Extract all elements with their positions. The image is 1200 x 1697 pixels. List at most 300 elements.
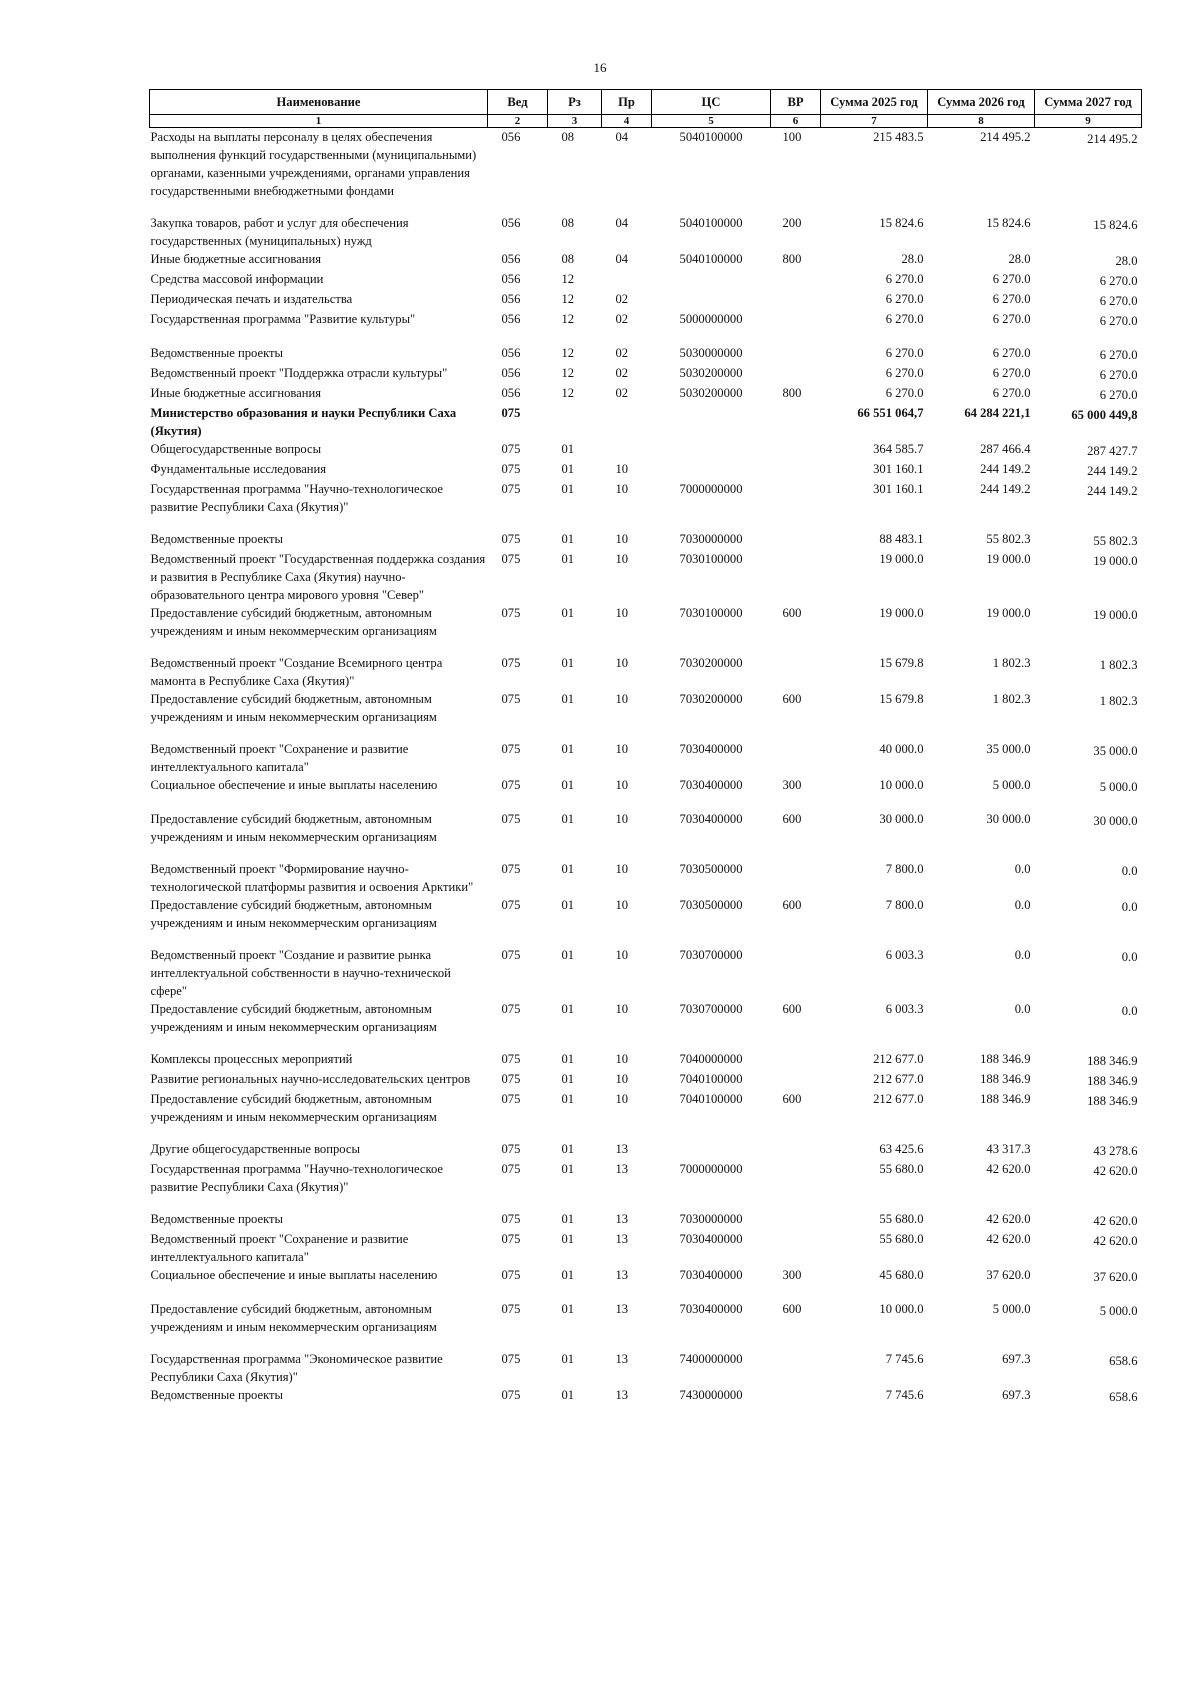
row-pr: 10	[615, 1002, 629, 1016]
row-sum-2027: 0.0	[1121, 1004, 1138, 1018]
row-sum-2025: 15 679.8	[879, 656, 924, 670]
row-sum-2027: 55 802.3	[1093, 534, 1138, 548]
row-ved: 075	[501, 1232, 521, 1246]
row-ved: 075	[501, 862, 521, 876]
column-header: Сумма 2027 год	[1035, 90, 1142, 115]
row-sum-2026: 6 270.0	[992, 366, 1031, 380]
row-ved: 075	[501, 692, 521, 706]
row-sum-2027: 188 346.9	[1087, 1054, 1138, 1068]
row-cs: 7030200000	[679, 656, 743, 670]
table-row	[150, 740, 1142, 776]
row-cs	[652, 290, 771, 310]
row-sum-2027: 287 427.7	[1087, 444, 1138, 458]
row-vr	[771, 654, 821, 690]
row-spacer	[150, 1336, 1142, 1350]
row-pr: 04	[615, 216, 629, 230]
row-ved: 075	[501, 462, 521, 476]
row-pr: 13	[615, 1212, 629, 1226]
row-rz: 01	[561, 1142, 575, 1156]
row-vr	[771, 1350, 821, 1386]
row-rz: 01	[561, 1352, 575, 1366]
row-name: Предоставление субсидий бюджетным, автономным учреждениям и иным некоммерческим организациям	[150, 692, 437, 724]
row-pr: 10	[615, 482, 629, 496]
row-name: Ведомственный проект "Поддержка отрасли культуры"	[150, 366, 448, 380]
row-vr: 600	[782, 692, 802, 706]
column-header: Вед	[488, 90, 548, 115]
row-rz: 01	[561, 606, 575, 620]
row-sum-2026: 188 346.9	[980, 1052, 1031, 1066]
row-rz: 12	[561, 346, 575, 360]
row-ved: 075	[501, 532, 521, 546]
row-sum-2027: 42 620.0	[1093, 1164, 1138, 1178]
row-sum-2027: 19 000.0	[1093, 608, 1138, 622]
row-spacer	[150, 1196, 1142, 1210]
row-rz: 01	[561, 692, 575, 706]
row-name: Расходы на выплаты персоналу в целях обеспечения выполнения функций государственными (муниципальными) органами, казенными учреждениями, органами управления государственными внебюджетными фондами	[150, 130, 477, 198]
row-vr	[771, 1070, 821, 1090]
row-spacer-cell	[150, 330, 1142, 344]
row-cs	[652, 440, 771, 460]
row-sum-2026: 244 149.2	[980, 482, 1031, 496]
row-sum-2026: 1 802.3	[992, 656, 1031, 670]
row-vr	[771, 344, 821, 364]
row-vr	[771, 1160, 821, 1196]
row-name: Государственная программа "Экономическое развитие Республики Саха (Якутия)"	[150, 1352, 443, 1384]
row-sum-2027: 19 000.0	[1093, 554, 1138, 568]
row-ved: 075	[501, 656, 521, 670]
row-sum-2026: 6 270.0	[992, 312, 1031, 326]
row-rz: 12	[561, 272, 575, 286]
row-sum-2026: 244 149.2	[980, 462, 1031, 476]
row-sum-2025: 10 000.0	[879, 1302, 924, 1316]
row-ved: 056	[501, 366, 521, 380]
row-pr: 02	[615, 366, 629, 380]
row-spacer-cell	[150, 932, 1142, 946]
row-ved: 075	[501, 948, 521, 962]
row-cs: 5030000000	[679, 346, 743, 360]
row-vr: 600	[782, 606, 802, 620]
row-sum-2027: 5 000.0	[1099, 780, 1138, 794]
row-sum-2025: 301 160.1	[873, 462, 924, 476]
row-pr: 10	[615, 552, 629, 566]
row-sum-2026: 15 824.6	[986, 216, 1031, 230]
row-sum-2026: 64 284 221,1	[964, 406, 1031, 420]
row-pr: 13	[615, 1162, 629, 1176]
row-sum-2025: 15 824.6	[879, 216, 924, 230]
row-name: Предоставление субсидий бюджетным, автономным учреждениям и иным некоммерческим организациям	[150, 1302, 437, 1334]
row-pr: 04	[615, 130, 629, 144]
row-ved: 075	[501, 1212, 521, 1226]
table-row	[150, 128, 1142, 201]
row-pr: 10	[615, 1092, 629, 1106]
row-spacer-cell	[150, 200, 1142, 214]
row-sum-2026: 214 495.2	[980, 130, 1031, 144]
row-cs: 7030500000	[679, 898, 743, 912]
row-vr: 800	[782, 386, 802, 400]
row-pr: 02	[615, 292, 629, 306]
row-ved: 056	[501, 292, 521, 306]
row-vr	[771, 740, 821, 776]
row-sum-2026: 43 317.3	[986, 1142, 1031, 1156]
row-pr: 10	[615, 462, 629, 476]
table-row	[150, 896, 1142, 932]
row-sum-2026: 42 620.0	[986, 1212, 1031, 1226]
row-name: Ведомственные проекты	[150, 1388, 283, 1402]
row-vr	[771, 860, 821, 896]
row-spacer	[150, 796, 1142, 810]
row-sum-2026: 5 000.0	[992, 1302, 1031, 1316]
row-rz: 12	[561, 312, 575, 326]
row-sum-2026: 188 346.9	[980, 1072, 1031, 1086]
row-cs: 7000000000	[679, 482, 743, 496]
row-name: Комплексы процессных мероприятий	[150, 1052, 353, 1066]
row-sum-2027: 6 270.0	[1099, 314, 1138, 328]
table-row	[150, 690, 1142, 726]
table-row	[150, 1210, 1142, 1230]
row-ved: 075	[501, 1268, 521, 1282]
row-sum-2025: 63 425.6	[879, 1142, 924, 1156]
row-cs: 7030500000	[679, 862, 743, 876]
table-row	[150, 290, 1142, 310]
row-pr	[602, 440, 652, 460]
row-pr: 04	[615, 252, 629, 266]
row-ved: 075	[501, 406, 521, 420]
row-sum-2027: 43 278.6	[1093, 1144, 1138, 1158]
row-sum-2025: 364 585.7	[873, 442, 924, 456]
row-pr: 10	[615, 656, 629, 670]
row-vr: 800	[782, 252, 802, 266]
row-vr	[771, 1386, 821, 1406]
row-spacer	[150, 1126, 1142, 1140]
row-name: Ведомственный проект "Создание Всемирного центра мамонта в Республике Саха (Якутия)"	[150, 656, 443, 688]
row-sum-2026: 35 000.0	[986, 742, 1031, 756]
row-name: Государственная программа "Научно-технологическое развитие Республики Саха (Якутия)"	[150, 482, 444, 514]
row-name: Предоставление субсидий бюджетным, автономным учреждениям и иным некоммерческим организациям	[150, 1002, 437, 1034]
row-vr	[771, 1140, 821, 1160]
row-name: Иные бюджетные ассигнования	[150, 386, 322, 400]
row-pr: 10	[615, 778, 629, 792]
row-ved: 075	[501, 1388, 521, 1402]
row-sum-2025: 301 160.1	[873, 482, 924, 496]
row-pr: 13	[615, 1268, 629, 1282]
row-pr: 13	[615, 1352, 629, 1366]
row-ved: 075	[501, 1162, 521, 1176]
row-ved: 075	[501, 482, 521, 496]
table-row	[150, 480, 1142, 516]
row-rz: 01	[561, 1092, 575, 1106]
row-cs: 5030200000	[679, 386, 743, 400]
row-rz: 01	[561, 1072, 575, 1086]
table-row	[150, 1266, 1142, 1286]
row-cs: 7030000000	[679, 1212, 743, 1226]
row-name: Ведомственные проекты	[150, 532, 283, 546]
table-row	[150, 1350, 1142, 1386]
column-header: Пр	[602, 90, 652, 115]
table-row	[150, 810, 1142, 846]
row-vr	[771, 290, 821, 310]
column-header: Рз	[548, 90, 602, 115]
row-rz: 01	[561, 1052, 575, 1066]
row-vr: 600	[782, 1002, 802, 1016]
table-row	[150, 1140, 1142, 1160]
row-sum-2025: 212 677.0	[873, 1092, 924, 1106]
row-name: Предоставление субсидий бюджетным, автономным учреждениям и иным некоммерческим организациям	[150, 898, 437, 930]
row-cs: 7030400000	[679, 1232, 743, 1246]
row-ved: 075	[501, 1302, 521, 1316]
row-sum-2027: 6 270.0	[1099, 388, 1138, 402]
row-ved: 075	[501, 812, 521, 826]
row-pr	[602, 270, 652, 290]
table-row	[150, 344, 1142, 364]
row-cs: 7030400000	[679, 778, 743, 792]
row-cs: 5040100000	[679, 130, 743, 144]
row-vr: 300	[782, 778, 802, 792]
row-ved: 075	[501, 778, 521, 792]
table-row	[150, 1386, 1142, 1406]
column-number-row	[150, 115, 1142, 128]
row-name: Ведомственный проект "Сохранение и развитие интеллектуального капитала"	[150, 1232, 409, 1264]
row-name: Государственная программа "Научно-технологическое развитие Республики Саха (Якутия)"	[150, 1162, 444, 1194]
row-ved: 075	[501, 1002, 521, 1016]
row-ved: 056	[501, 272, 521, 286]
row-cs	[652, 1140, 771, 1160]
row-sum-2025: 6 270.0	[885, 312, 924, 326]
row-pr: 10	[615, 1052, 629, 1066]
row-vr	[771, 310, 821, 330]
row-sum-2025: 15 679.8	[879, 692, 924, 706]
row-rz: 01	[561, 812, 575, 826]
table-row	[150, 404, 1142, 440]
row-sum-2026: 6 270.0	[992, 386, 1031, 400]
row-name: Предоставление субсидий бюджетным, автономным учреждениям и иным некоммерческим организациям	[150, 606, 437, 638]
row-ved: 075	[501, 1052, 521, 1066]
row-name: Ведомственный проект "Формирование научно-технологической платформы развития и освоения Арктики"	[150, 862, 474, 894]
row-pr: 10	[615, 898, 629, 912]
row-rz: 12	[561, 292, 575, 306]
row-sum-2027: 0.0	[1121, 900, 1138, 914]
row-sum-2025: 10 000.0	[879, 778, 924, 792]
column-number: 9	[1035, 115, 1142, 128]
table-row	[150, 550, 1142, 604]
row-rz	[548, 404, 602, 440]
row-name: Министерство образования и науки Республики Саха (Якутия)	[150, 406, 457, 438]
row-pr: 10	[615, 812, 629, 826]
row-pr: 10	[615, 742, 629, 756]
row-vr: 300	[782, 1268, 802, 1282]
row-ved: 075	[501, 552, 521, 566]
row-sum-2027: 244 149.2	[1087, 484, 1138, 498]
row-rz: 01	[561, 1232, 575, 1246]
row-rz: 01	[561, 1162, 575, 1176]
table-row	[150, 604, 1142, 640]
row-sum-2025: 212 677.0	[873, 1052, 924, 1066]
row-sum-2027: 0.0	[1121, 864, 1138, 878]
row-sum-2025: 19 000.0	[879, 552, 924, 566]
row-cs	[652, 404, 771, 440]
row-sum-2026: 30 000.0	[986, 812, 1031, 826]
row-rz: 01	[561, 482, 575, 496]
row-name: Другие общегосударственные вопросы	[150, 1142, 360, 1156]
row-name: Ведомственный проект "Сохранение и развитие интеллектуального капитала"	[150, 742, 409, 774]
row-ved: 075	[501, 1142, 521, 1156]
column-header: ВР	[771, 90, 821, 115]
row-name: Закупка товаров, работ и услуг для обеспечения государственных (муниципальных) нужд	[150, 216, 409, 248]
row-cs: 7400000000	[679, 1352, 743, 1366]
row-rz: 01	[561, 442, 575, 456]
row-pr: 10	[615, 532, 629, 546]
row-sum-2027: 42 620.0	[1093, 1214, 1138, 1228]
row-ved: 056	[501, 346, 521, 360]
table-row	[150, 1160, 1142, 1196]
row-sum-2025: 6 270.0	[885, 272, 924, 286]
row-cs: 7030000000	[679, 532, 743, 546]
row-ved: 075	[501, 1072, 521, 1086]
row-sum-2026: 0.0	[1014, 862, 1031, 876]
row-sum-2025: 88 483.1	[879, 532, 924, 546]
row-name: Развитие региональных научно-исследовательских центров	[150, 1072, 471, 1086]
row-sum-2025: 55 680.0	[879, 1212, 924, 1226]
row-pr: 10	[615, 606, 629, 620]
row-cs: 7040000000	[679, 1052, 743, 1066]
row-sum-2026: 697.3	[1002, 1388, 1031, 1402]
table-row	[150, 214, 1142, 250]
row-sum-2025: 6 270.0	[885, 346, 924, 360]
row-pr	[602, 404, 652, 440]
row-vr: 100	[782, 130, 802, 144]
table-row	[150, 270, 1142, 290]
table-row	[150, 460, 1142, 480]
row-sum-2027: 30 000.0	[1093, 814, 1138, 828]
table-body	[150, 128, 1142, 1407]
row-sum-2026: 287 466.4	[980, 442, 1031, 456]
column-header: ЦС	[652, 90, 771, 115]
row-cs: 7030400000	[679, 1302, 743, 1316]
row-rz: 12	[561, 366, 575, 380]
row-sum-2026: 0.0	[1014, 1002, 1031, 1016]
table-row	[150, 364, 1142, 384]
row-sum-2026: 19 000.0	[986, 606, 1031, 620]
row-cs: 7030700000	[679, 1002, 743, 1016]
row-ved: 075	[501, 442, 521, 456]
row-cs: 5000000000	[679, 312, 743, 326]
column-number: 6	[771, 115, 821, 128]
row-sum-2025: 6 003.3	[885, 948, 924, 962]
row-name: Ведомственный проект "Создание и развитие рынка интеллектуальной собственности в научно-технической сфере"	[150, 948, 451, 998]
row-pr: 13	[615, 1142, 629, 1156]
row-spacer-cell	[150, 846, 1142, 860]
row-vr: 600	[782, 1302, 802, 1316]
row-vr	[771, 460, 821, 480]
table-row	[150, 1050, 1142, 1070]
row-name: Государственная программа "Развитие культуры"	[150, 312, 416, 326]
row-cs: 7030400000	[679, 1268, 743, 1282]
row-spacer	[150, 640, 1142, 654]
row-vr	[771, 946, 821, 1000]
row-vr	[771, 530, 821, 550]
row-name: Периодическая печать и издательства	[150, 292, 353, 306]
row-sum-2027: 15 824.6	[1093, 218, 1138, 232]
row-sum-2027: 244 149.2	[1087, 464, 1138, 478]
row-cs: 7000000000	[679, 1162, 743, 1176]
row-vr	[771, 364, 821, 384]
column-number: 2	[488, 115, 548, 128]
row-sum-2025: 55 680.0	[879, 1162, 924, 1176]
table-row	[150, 860, 1142, 896]
table-row	[150, 946, 1142, 1000]
row-ved: 056	[501, 252, 521, 266]
row-sum-2027: 28.0	[1115, 254, 1138, 268]
row-spacer	[150, 330, 1142, 344]
row-rz: 12	[561, 386, 575, 400]
row-sum-2027: 6 270.0	[1099, 294, 1138, 308]
row-sum-2027: 6 270.0	[1099, 368, 1138, 382]
row-cs: 5040100000	[679, 216, 743, 230]
row-name: Фундаментальные исследования	[150, 462, 327, 476]
row-cs: 7030700000	[679, 948, 743, 962]
row-spacer-cell	[150, 1126, 1142, 1140]
row-sum-2027: 0.0	[1121, 950, 1138, 964]
row-sum-2026: 42 620.0	[986, 1232, 1031, 1246]
column-number: 8	[928, 115, 1035, 128]
row-sum-2025: 28.0	[901, 252, 924, 266]
row-vr	[771, 404, 821, 440]
row-rz: 01	[561, 1302, 575, 1316]
row-sum-2027: 1 802.3	[1099, 658, 1138, 672]
row-cs: 7030400000	[679, 812, 743, 826]
table-row	[150, 654, 1142, 690]
row-sum-2027: 6 270.0	[1099, 348, 1138, 362]
row-pr: 10	[615, 1072, 629, 1086]
row-sum-2025: 215 483.5	[873, 130, 924, 144]
row-cs	[652, 270, 771, 290]
row-rz: 01	[561, 1388, 575, 1402]
row-rz: 01	[561, 742, 575, 756]
row-sum-2026: 697.3	[1002, 1352, 1031, 1366]
row-sum-2027: 214 495.2	[1087, 132, 1138, 146]
row-sum-2025: 7 745.6	[885, 1388, 924, 1402]
row-spacer	[150, 932, 1142, 946]
row-sum-2025: 6 003.3	[885, 1002, 924, 1016]
row-vr: 600	[782, 1092, 802, 1106]
row-sum-2025: 55 680.0	[879, 1232, 924, 1246]
row-rz: 01	[561, 552, 575, 566]
table-row	[150, 1300, 1142, 1336]
row-name: Иные бюджетные ассигнования	[150, 252, 322, 266]
row-cs: 7030100000	[679, 552, 743, 566]
table-row	[150, 1090, 1142, 1126]
row-ved: 075	[501, 1092, 521, 1106]
column-number: 3	[548, 115, 602, 128]
row-spacer-cell	[150, 1036, 1142, 1050]
row-sum-2025: 7 800.0	[885, 898, 924, 912]
row-cs: 5030200000	[679, 366, 743, 380]
row-sum-2025: 45 680.0	[879, 1268, 924, 1282]
row-vr	[771, 270, 821, 290]
row-sum-2026: 188 346.9	[980, 1092, 1031, 1106]
row-spacer	[150, 516, 1142, 530]
row-rz: 01	[561, 532, 575, 546]
row-ved: 056	[501, 386, 521, 400]
row-rz: 01	[561, 862, 575, 876]
row-name: Ведомственные проекты	[150, 1212, 283, 1226]
row-name: Социальное обеспечение и иные выплаты населению	[150, 778, 438, 792]
column-number: 5	[652, 115, 771, 128]
row-spacer	[150, 200, 1142, 214]
row-pr: 02	[615, 346, 629, 360]
row-vr: 600	[782, 898, 802, 912]
column-header: Наименование	[150, 90, 488, 115]
row-sum-2026: 6 270.0	[992, 292, 1031, 306]
